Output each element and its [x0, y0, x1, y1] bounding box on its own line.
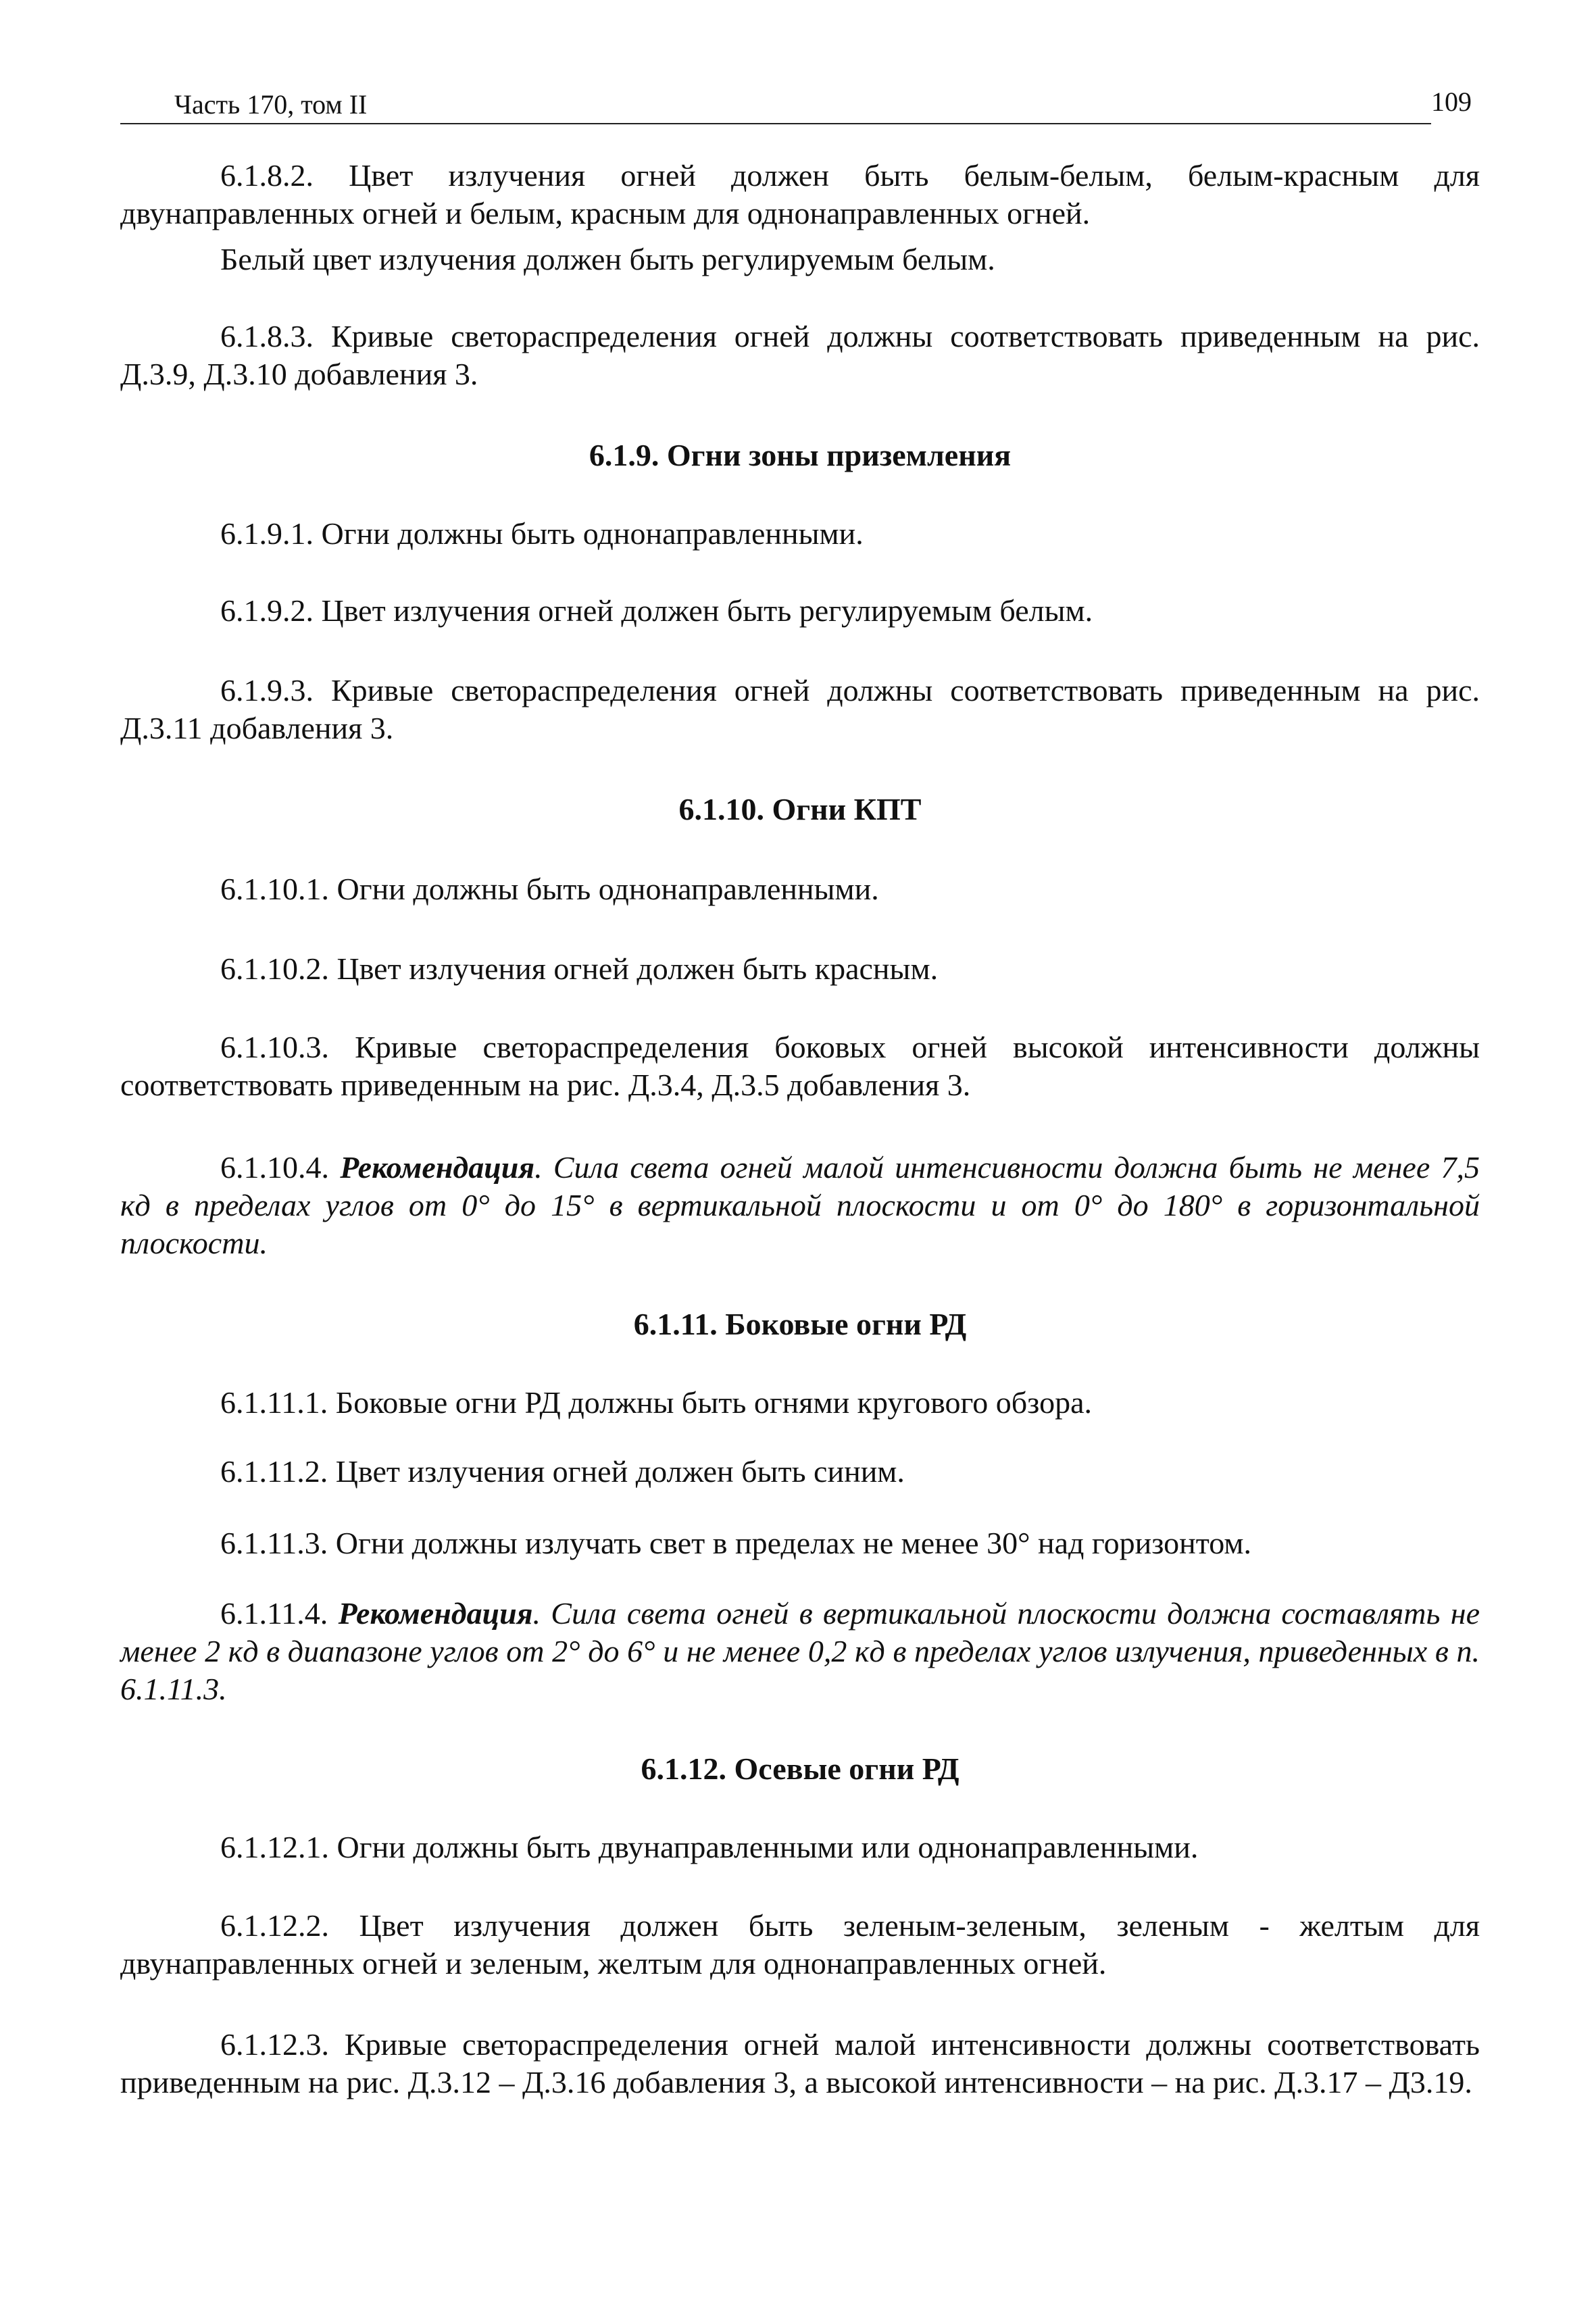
paragraph-text: Белый цвет излучения должен быть регулируемым белым.	[220, 242, 995, 276]
paragraph-number: 6.1.10.4.	[220, 1150, 329, 1185]
paragraph-text: 6.1.12.1. Огни должны быть двунаправленными или однонаправленными.	[220, 1830, 1199, 1864]
paragraph-text: 6.1.9.3. Кривые светораспределения огней должны соответствовать приведенным на рис. Д.3.11 добавления 3.	[120, 673, 1480, 745]
header-rule	[120, 123, 1431, 124]
paragraph-6-1-9-3	[120, 672, 1480, 747]
recommendation-label: Рекомендация	[338, 1596, 533, 1631]
paragraph-number: 6.1.11.4.	[220, 1596, 328, 1631]
paragraph-6-1-10-1	[120, 870, 1480, 908]
paragraph-text: 6.1.12.2. Цвет излучения должен быть зеленым-зеленым, зеленым - желтым для двунаправленных огней и зеленым, желтым для однонаправленных огней.	[120, 1908, 1480, 1981]
paragraph-6-1-11-3	[120, 1524, 1480, 1562]
paragraph-6-1-12-1	[120, 1828, 1480, 1866]
paragraph-6-1-11-1	[120, 1384, 1480, 1422]
recommendation-label: Рекомендация	[340, 1150, 535, 1185]
paragraph-text: 6.1.11.2. Цвет излучения огней должен быть синим.	[220, 1454, 905, 1489]
paragraph-text: 6.1.9.2. Цвет излучения огней должен быть регулируемым белым.	[220, 593, 1093, 628]
section-heading-6-1-11: 6.1.11. Боковые огни РД	[633, 1307, 967, 1341]
part-volume-label: Часть 170, том II	[174, 89, 368, 120]
running-header	[120, 80, 1485, 127]
section-heading-6-1-9: 6.1.9. Огни зоны приземления	[589, 438, 1012, 472]
paragraph-text: 6.1.11.3. Огни должны излучать свет в пределах не менее 30° над горизонтом.	[220, 1526, 1252, 1560]
paragraph-text: 6.1.10.2. Цвет излучения огней должен быть красным.	[220, 951, 939, 986]
paragraph-6-1-10-3	[120, 1028, 1480, 1104]
paragraph-text: 6.1.9.1. Огни должны быть однонаправленными.	[220, 516, 864, 551]
paragraph-text: 6.1.8.2. Цвет излучения огней должен быть белым-белым, белым-красным для двунаправленных огней и белым, красным для однонаправленных огней.	[120, 158, 1480, 230]
paragraph-6-1-11-2	[120, 1453, 1480, 1491]
paragraph-text: 6.1.12.3. Кривые светораспределения огней малой интенсивности должны соответствовать приведенным на рис. Д.3.12 – Д.3.16 добавления 3, а высокой интенсивности – на рис. Д.3.17 – Д3.19.	[120, 2027, 1480, 2099]
recommendation-body: . Сила света огней малой интенсивности должна быть не менее 7,5 кд в пределах углов от 0° до 15° в вертикальной плоскости и от 0° до 180° в горизонтальной плоскости.	[120, 1150, 1480, 1260]
paragraph-text: 6.1.11.1. Боковые огни РД должны быть огнями кругового обзора.	[220, 1385, 1092, 1420]
section-heading-6-1-12: 6.1.12. Осевые огни РД	[641, 1751, 959, 1786]
paragraph-6-1-10-2	[120, 950, 1480, 988]
paragraph-6-1-10-4	[120, 1149, 1480, 1262]
paragraph-6-1-8-2	[120, 157, 1480, 232]
recommendation-body: . Сила света огней в вертикальной плоскости должна составлять не менее 2 кд в диапазоне углов от 2° до 6° и не менее 0,2 кд в пределах углов излучения, приведенных в п. 6.1.11.3.	[120, 1596, 1480, 1706]
paragraph-text: 6.1.8.3. Кривые светораспределения огней должны соответствовать приведенным на рис. Д.3.9, Д.3.10 добавления 3.	[120, 319, 1480, 391]
paragraph-6-1-12-2	[120, 1907, 1480, 1983]
paragraph-text: 6.1.10.3. Кривые светораспределения боковых огней высокой интенсивности должны соответствовать приведенным на рис. Д.3.4, Д.3.5 добавления 3.	[120, 1030, 1480, 1102]
paragraph-text: 6.1.10.1. Огни должны быть однонаправленными.	[220, 872, 879, 906]
paragraph-6-1-9-1	[120, 515, 1480, 553]
paragraph-6-1-8-2-white	[120, 241, 1480, 278]
section-heading-6-1-10: 6.1.10. Огни КПТ	[678, 792, 922, 826]
paragraph-6-1-12-3	[120, 2026, 1480, 2101]
paragraph-6-1-9-2	[120, 592, 1480, 630]
paragraph-6-1-11-4	[120, 1595, 1480, 1708]
paragraph-6-1-8-3	[120, 318, 1480, 393]
page-number: 109	[1431, 86, 1472, 117]
